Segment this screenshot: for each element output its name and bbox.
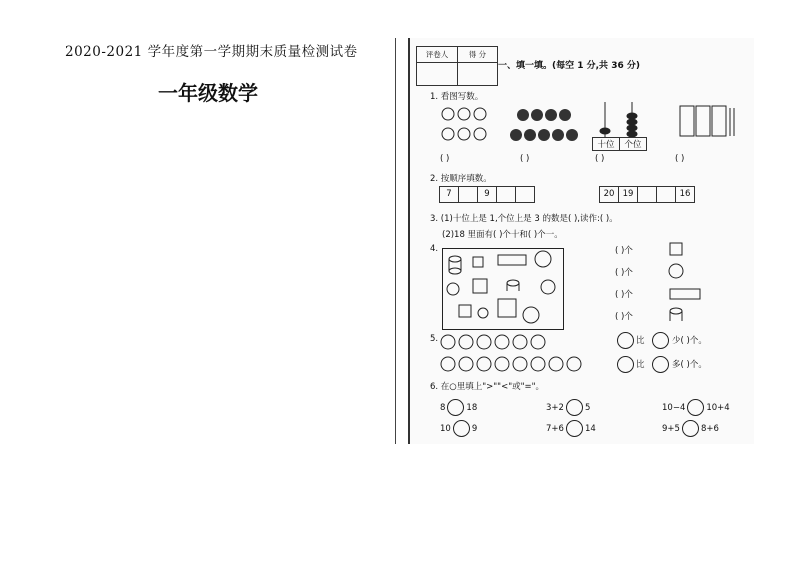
q2-sequence-1 [440, 186, 535, 203]
q1-blank-1[interactable]: ( ) [440, 154, 450, 164]
exam-scan [408, 38, 754, 444]
shapes-box [442, 248, 564, 330]
score-box-grader: 评卷人 [417, 47, 458, 63]
place-value-table [592, 137, 647, 151]
q4-count-cube[interactable]: ( )个 [615, 246, 633, 256]
q1-blank-4[interactable]: ( ) [675, 154, 685, 164]
q6-label: 6. 在○里填上">""<"或"="。 [430, 382, 545, 392]
seq2-cell[interactable] [656, 186, 676, 203]
compare-circle[interactable] [682, 420, 699, 437]
q4-count-cylinder[interactable]: ( )个 [615, 312, 633, 322]
fruit-b-icon [652, 332, 669, 349]
solid-shapes-icon [443, 249, 563, 329]
q5-label: 5. [430, 334, 439, 344]
sphere-icon [669, 264, 683, 278]
q3-line-1: 3. (1)十位上是 1,个位上是 3 的数是( ),读作:( )。 [430, 214, 618, 224]
q6-item-5: 7+6 14 [546, 420, 596, 437]
seq2-cell: 19 [618, 186, 638, 203]
q5-compare-1a: 比 [636, 336, 645, 346]
seq2-cell: 16 [675, 186, 695, 203]
cuboid-icon [670, 289, 700, 299]
q5-compare-2b[interactable]: 多( )个。 [672, 360, 707, 370]
fruit-b-icon [617, 356, 634, 373]
q4-label: 4. [430, 244, 439, 254]
q5-compare-1b[interactable]: 少( )个。 [672, 336, 707, 346]
seq1-cell: 7 [439, 186, 459, 203]
compare-circle[interactable] [566, 399, 583, 416]
q2-label: 2. 按顺序填数。 [430, 174, 492, 184]
q1-blank-2[interactable]: ( ) [520, 154, 530, 164]
q4-shape-icons [668, 241, 718, 331]
divider-line [395, 38, 396, 444]
cylinder-icon [670, 308, 682, 314]
seq1-cell[interactable] [496, 186, 516, 203]
q1-label: 1. 看图写数。 [430, 92, 484, 102]
score-box [416, 46, 498, 86]
section1-title: 一、填一填。(每空 1 分,共 36 分) [498, 61, 640, 71]
q6-item-1: 8 18 [440, 399, 477, 416]
seq1-cell: 9 [477, 186, 497, 203]
q2-sequence-2 [600, 186, 695, 203]
ones-label: 个位 [624, 140, 642, 150]
q5-compare-2a: 比 [636, 360, 645, 370]
compare-circle[interactable] [453, 420, 470, 437]
exam-title: 2020-2021 学年度第一学期期末质量检测试卷 [65, 44, 358, 60]
q6-item-2: 3+2 5 [546, 399, 590, 416]
compare-circle[interactable] [687, 399, 704, 416]
fruit-a-icon [652, 356, 669, 373]
q1-blank-3[interactable]: ( ) [595, 154, 605, 164]
tens-label: 十位 [593, 138, 620, 150]
seq1-cell[interactable] [458, 186, 478, 203]
subject-title: 一年级数学 [158, 81, 258, 105]
butterflies-icon [442, 108, 486, 140]
q6-item-6: 9+5 8+6 [662, 420, 719, 437]
q5-fruit-rows [440, 332, 600, 377]
seq2-cell: 20 [599, 186, 619, 203]
cube-icon [670, 243, 682, 255]
q4-count-sphere[interactable]: ( )个 [615, 268, 633, 278]
fruit-a-icon [617, 332, 634, 349]
q3-line-2: (2)18 里面有( )个十和( )个一。 [442, 230, 563, 240]
stick-bundles-icon [680, 106, 734, 136]
score-box-score: 得 分 [458, 47, 497, 63]
abacus-icon [600, 102, 637, 137]
q6-item-4: 10 9 [440, 420, 477, 437]
q6-item-3: 10−4 10+4 [662, 399, 730, 416]
compare-circle[interactable] [566, 420, 583, 437]
seq2-cell[interactable] [637, 186, 657, 203]
q4-count-cuboid[interactable]: ( )个 [615, 290, 633, 300]
compare-circle[interactable] [447, 399, 464, 416]
seq1-cell[interactable] [515, 186, 535, 203]
lanterns-icon [510, 109, 578, 141]
